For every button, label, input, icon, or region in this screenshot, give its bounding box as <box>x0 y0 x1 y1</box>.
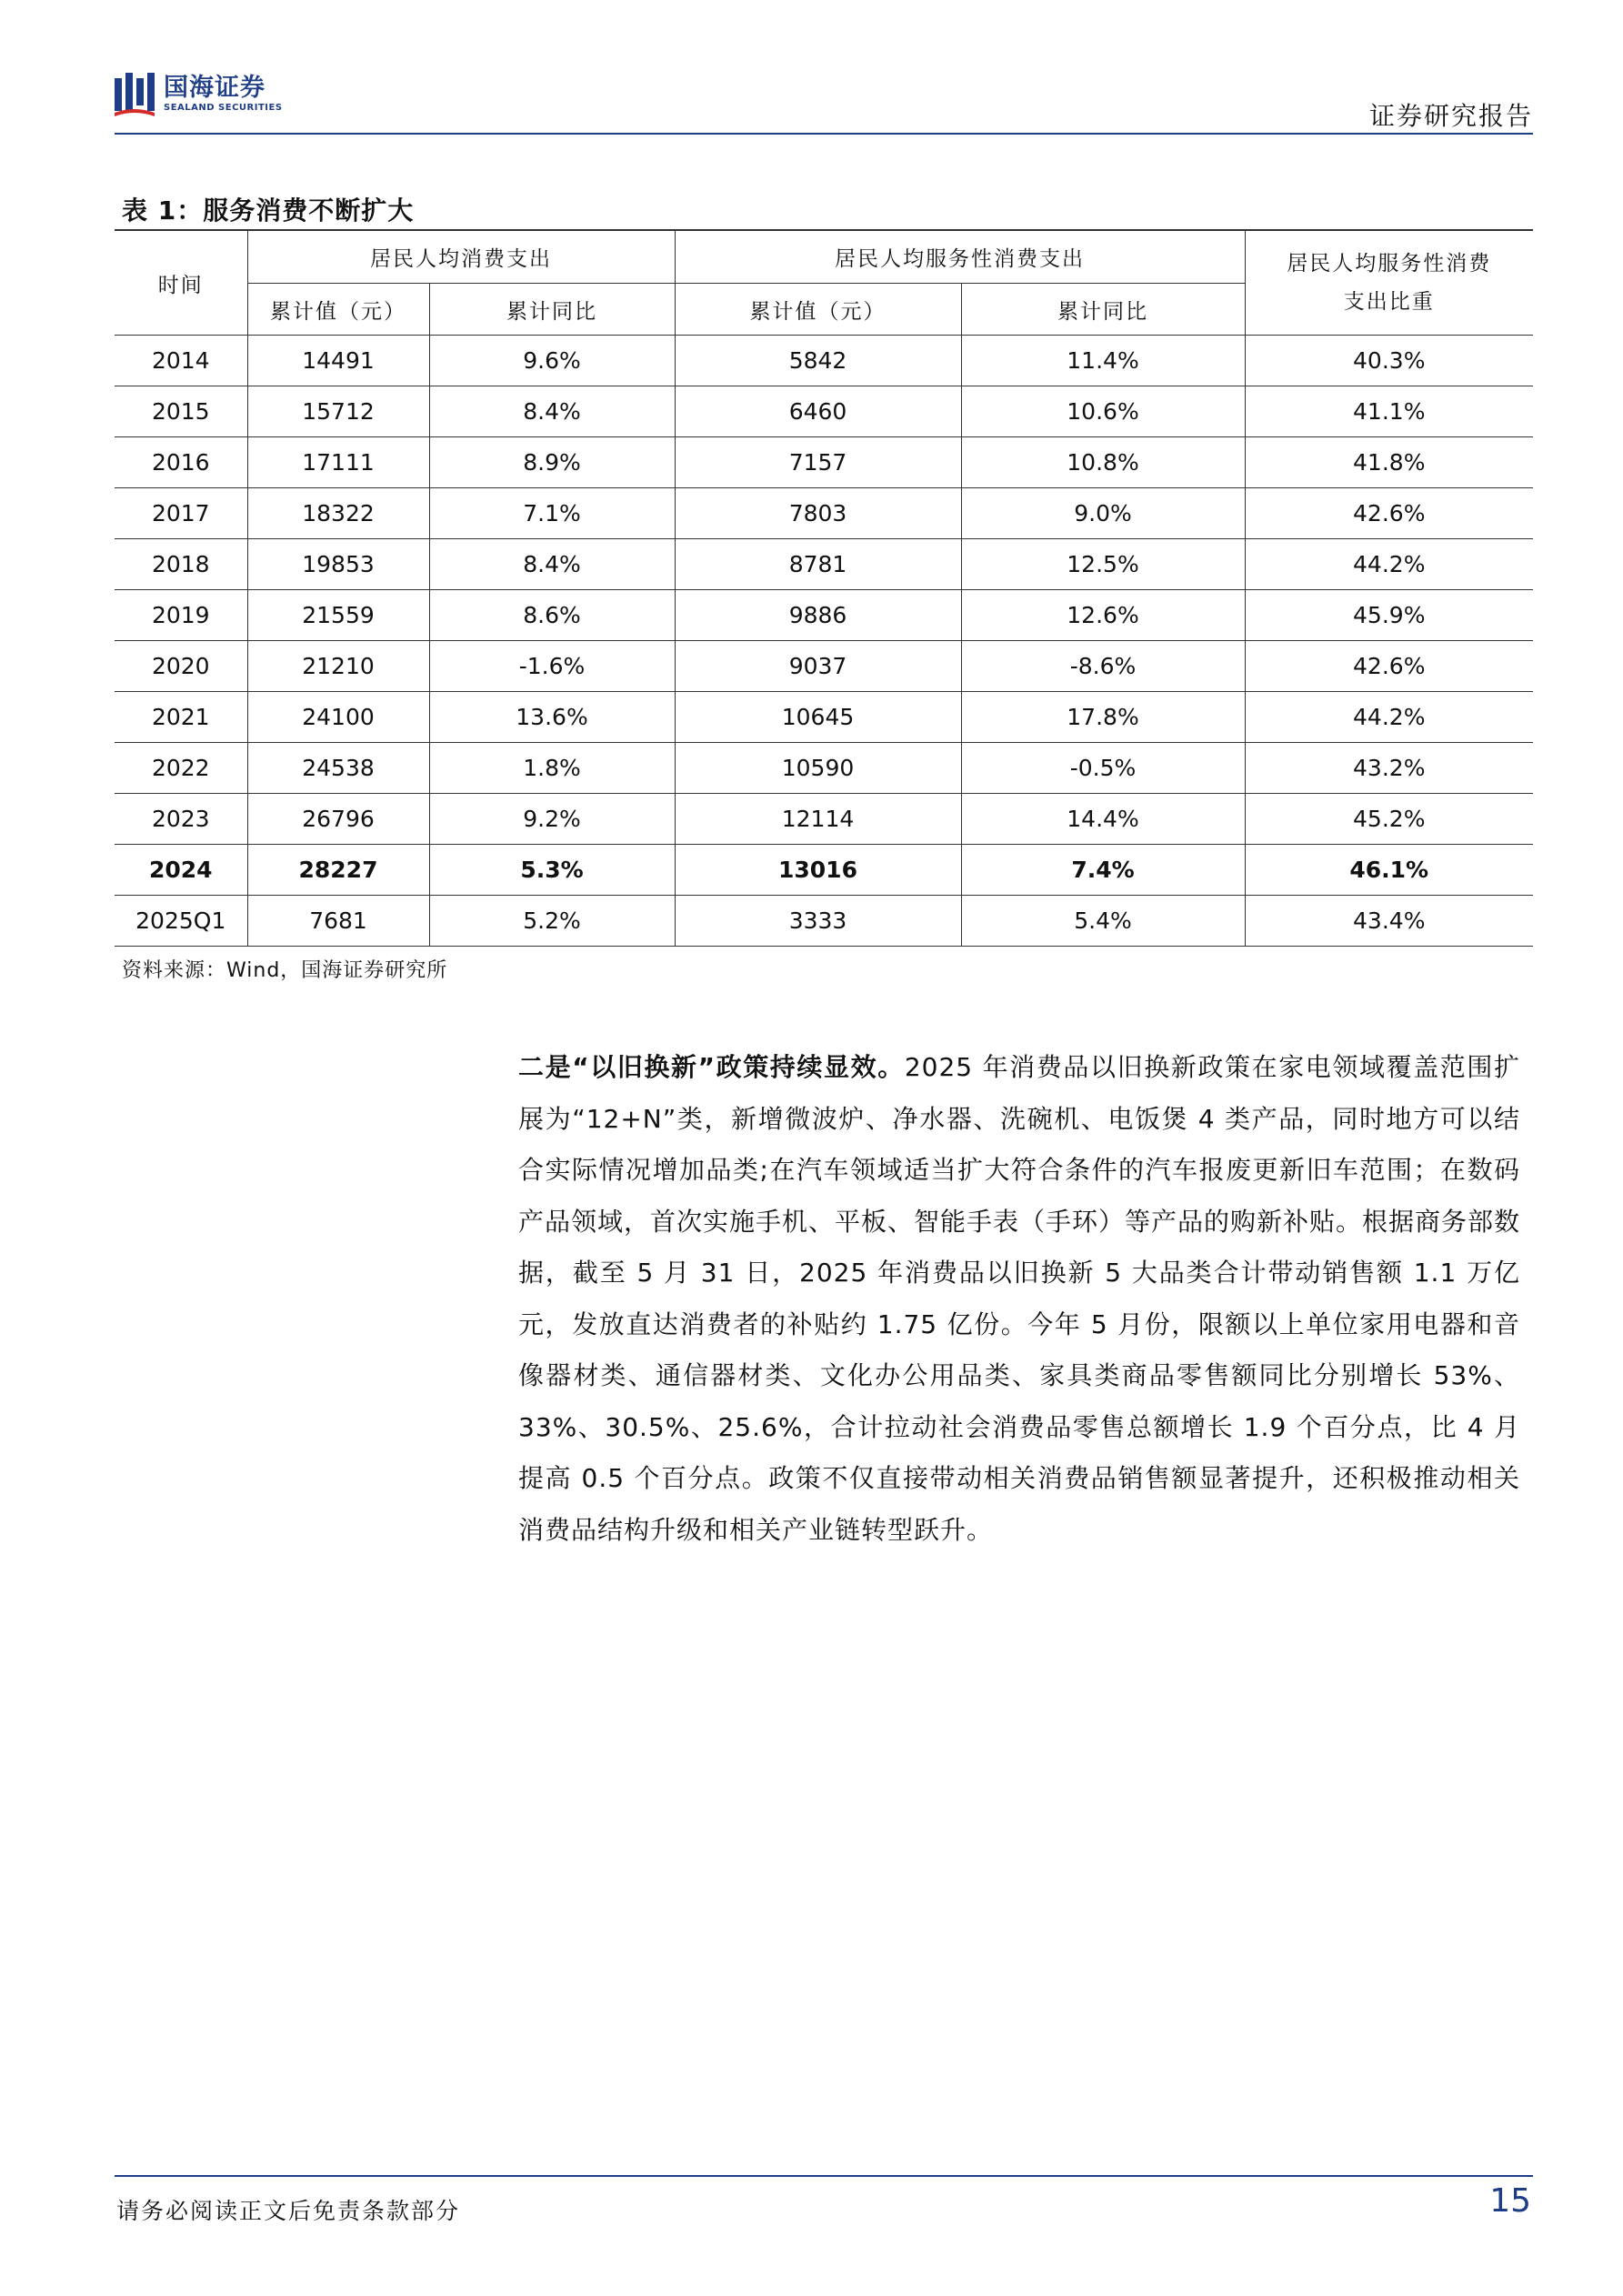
table-row <box>115 794 1533 845</box>
cell-period: 2024 <box>115 845 247 896</box>
cell-value: 10.6% <box>961 386 1245 437</box>
column-header-service-share-line2: 支出比重 <box>1343 290 1435 314</box>
disclaimer-notice: 请务必阅读正文后免责条款部分 <box>116 2198 461 2224</box>
cell-value: -1.6% <box>429 641 675 692</box>
table-row <box>115 488 1533 539</box>
cell-value: 8.9% <box>429 437 675 488</box>
cell-value: 40.3% <box>1245 336 1533 386</box>
cell-value: 15712 <box>247 386 429 437</box>
table-source-note: 资料来源：Wind，国海证券研究所 <box>122 959 448 982</box>
column-header-service-share <box>1245 230 1533 336</box>
cell-value: 7803 <box>675 488 961 539</box>
consumption-table <box>115 229 1533 947</box>
cell-value: 9037 <box>675 641 961 692</box>
column-group-consumption: 居民人均消费支出 <box>247 230 675 284</box>
page-number: 15 <box>1489 2182 1531 2220</box>
cell-value: 28227 <box>247 845 429 896</box>
cell-value: 6460 <box>675 386 961 437</box>
cell-value: 8.6% <box>429 590 675 641</box>
cell-value: 7681 <box>247 896 429 947</box>
cell-value: 42.6% <box>1245 488 1533 539</box>
cell-value: 12114 <box>675 794 961 845</box>
header-divider <box>115 133 1533 135</box>
cell-value: 14491 <box>247 336 429 386</box>
cell-value: 8.4% <box>429 386 675 437</box>
cell-value: 12.5% <box>961 539 1245 590</box>
column-header-service-cum-yoy: 累计同比 <box>961 284 1245 336</box>
cell-value: 24100 <box>247 692 429 743</box>
cell-value: 10645 <box>675 692 961 743</box>
cell-value: 42.6% <box>1245 641 1533 692</box>
cell-value: 21559 <box>247 590 429 641</box>
cell-period: 2022 <box>115 743 247 794</box>
table-row <box>115 539 1533 590</box>
cell-value: 5.4% <box>961 896 1245 947</box>
cell-period: 2019 <box>115 590 247 641</box>
table-row <box>115 896 1533 947</box>
document-type: 证券研究报告 <box>1368 101 1533 131</box>
cell-value: 8.4% <box>429 539 675 590</box>
sealand-logo-icon <box>115 73 155 116</box>
cell-value: 5.3% <box>429 845 675 896</box>
cell-period: 2014 <box>115 336 247 386</box>
cell-value: 44.2% <box>1245 692 1533 743</box>
cell-value: 7.4% <box>961 845 1245 896</box>
cell-period: 2018 <box>115 539 247 590</box>
cell-value: 43.4% <box>1245 896 1533 947</box>
cell-value: 9886 <box>675 590 961 641</box>
cell-value: 41.1% <box>1245 386 1533 437</box>
cell-value: 11.4% <box>961 336 1245 386</box>
cell-value: 17.8% <box>961 692 1245 743</box>
table-row <box>115 641 1533 692</box>
column-header-cum-yoy: 累计同比 <box>429 284 675 336</box>
table-row-highlight <box>115 845 1533 896</box>
cell-period: 2020 <box>115 641 247 692</box>
cell-value: 43.2% <box>1245 743 1533 794</box>
cell-value: 9.0% <box>961 488 1245 539</box>
cell-value: 12.6% <box>961 590 1245 641</box>
cell-value: 8781 <box>675 539 961 590</box>
cell-value: 9.6% <box>429 336 675 386</box>
table-row <box>115 336 1533 386</box>
cell-value: -0.5% <box>961 743 1245 794</box>
cell-value: 9.2% <box>429 794 675 845</box>
cell-value: 45.9% <box>1245 590 1533 641</box>
body-paragraph <box>518 1042 1520 1556</box>
cell-period: 2017 <box>115 488 247 539</box>
paragraph-text: 2025 年消费品以旧换新政策在家电领域覆盖范围扩展为“12+N”类，新增微波炉、净水器、洗碗机、电饭煲 4 类产品，同时地方可以结合实际情况增加品类;在汽车领域适当扩大符合条件的汽车报废更新旧车范围；在数码产品领域，首次实施手机、平板、智能手表（手环）等产品的购新补贴。根据商务部数据，截至 5 月 31 日，2025 年消费品以旧换新 5 大品类合计带动销售额 1.1 万亿元，发放直达消费者的补贴约 1.75 亿份。今年 5 月份，限额以上单位家用电器和音像器材类、通信器材类、文化办公用品类、家具类商品零售额同比分别增长 53%、33%、30.5%、25.6%，合计拉动社会消费品零售总额增长 1.9 个百分点，比 4 月提高 0.5 个百分点。政策不仅直接带动相关消费品销售额显著提升，还积极推动相关消费品结构升级和相关产业链转型跃升。 <box>518 1052 1521 1545</box>
cell-value: 44.2% <box>1245 539 1533 590</box>
table-row <box>115 437 1533 488</box>
cell-value: 21210 <box>247 641 429 692</box>
table-row <box>115 590 1533 641</box>
page-header <box>115 62 1533 135</box>
table-title: 表 1：服务消费不断扩大 <box>122 196 415 226</box>
cell-value: 13016 <box>675 845 961 896</box>
cell-value: 26796 <box>247 794 429 845</box>
column-header-service-share-line1: 居民人均服务性消费 <box>1287 252 1492 276</box>
cell-value: 24538 <box>247 743 429 794</box>
cell-period: 2016 <box>115 437 247 488</box>
column-header-time: 时间 <box>115 230 247 336</box>
company-logo <box>115 69 283 120</box>
cell-value: 7.1% <box>429 488 675 539</box>
cell-value: 1.8% <box>429 743 675 794</box>
footer-divider <box>115 2175 1533 2177</box>
table-row <box>115 692 1533 743</box>
cell-value: 18322 <box>247 488 429 539</box>
cell-value: 7157 <box>675 437 961 488</box>
cell-period: 2015 <box>115 386 247 437</box>
cell-value: 5.2% <box>429 896 675 947</box>
cell-period: 2023 <box>115 794 247 845</box>
cell-value: 3333 <box>675 896 961 947</box>
cell-period: 2025Q1 <box>115 896 247 947</box>
column-group-service-consumption: 居民人均服务性消费支出 <box>675 230 1245 284</box>
table-row <box>115 743 1533 794</box>
cell-period: 2021 <box>115 692 247 743</box>
table-row <box>115 386 1533 437</box>
column-header-service-cum-value: 累计值（元） <box>675 284 961 336</box>
paragraph-lead: 二是“以旧换新”政策持续显效。 <box>518 1052 905 1082</box>
cell-value: 5842 <box>675 336 961 386</box>
cell-value: 41.8% <box>1245 437 1533 488</box>
cell-value: 10.8% <box>961 437 1245 488</box>
cell-value: 45.2% <box>1245 794 1533 845</box>
cell-value: 19853 <box>247 539 429 590</box>
logo-name-en: SEALAND SECURITIES <box>164 103 283 113</box>
cell-value: -8.6% <box>961 641 1245 692</box>
cell-value: 14.4% <box>961 794 1245 845</box>
cell-value: 17111 <box>247 437 429 488</box>
column-header-cum-value: 累计值（元） <box>247 284 429 336</box>
cell-value: 46.1% <box>1245 845 1533 896</box>
cell-value: 13.6% <box>429 692 675 743</box>
cell-value: 10590 <box>675 743 961 794</box>
logo-name-cn: 国海证券 <box>164 74 265 102</box>
